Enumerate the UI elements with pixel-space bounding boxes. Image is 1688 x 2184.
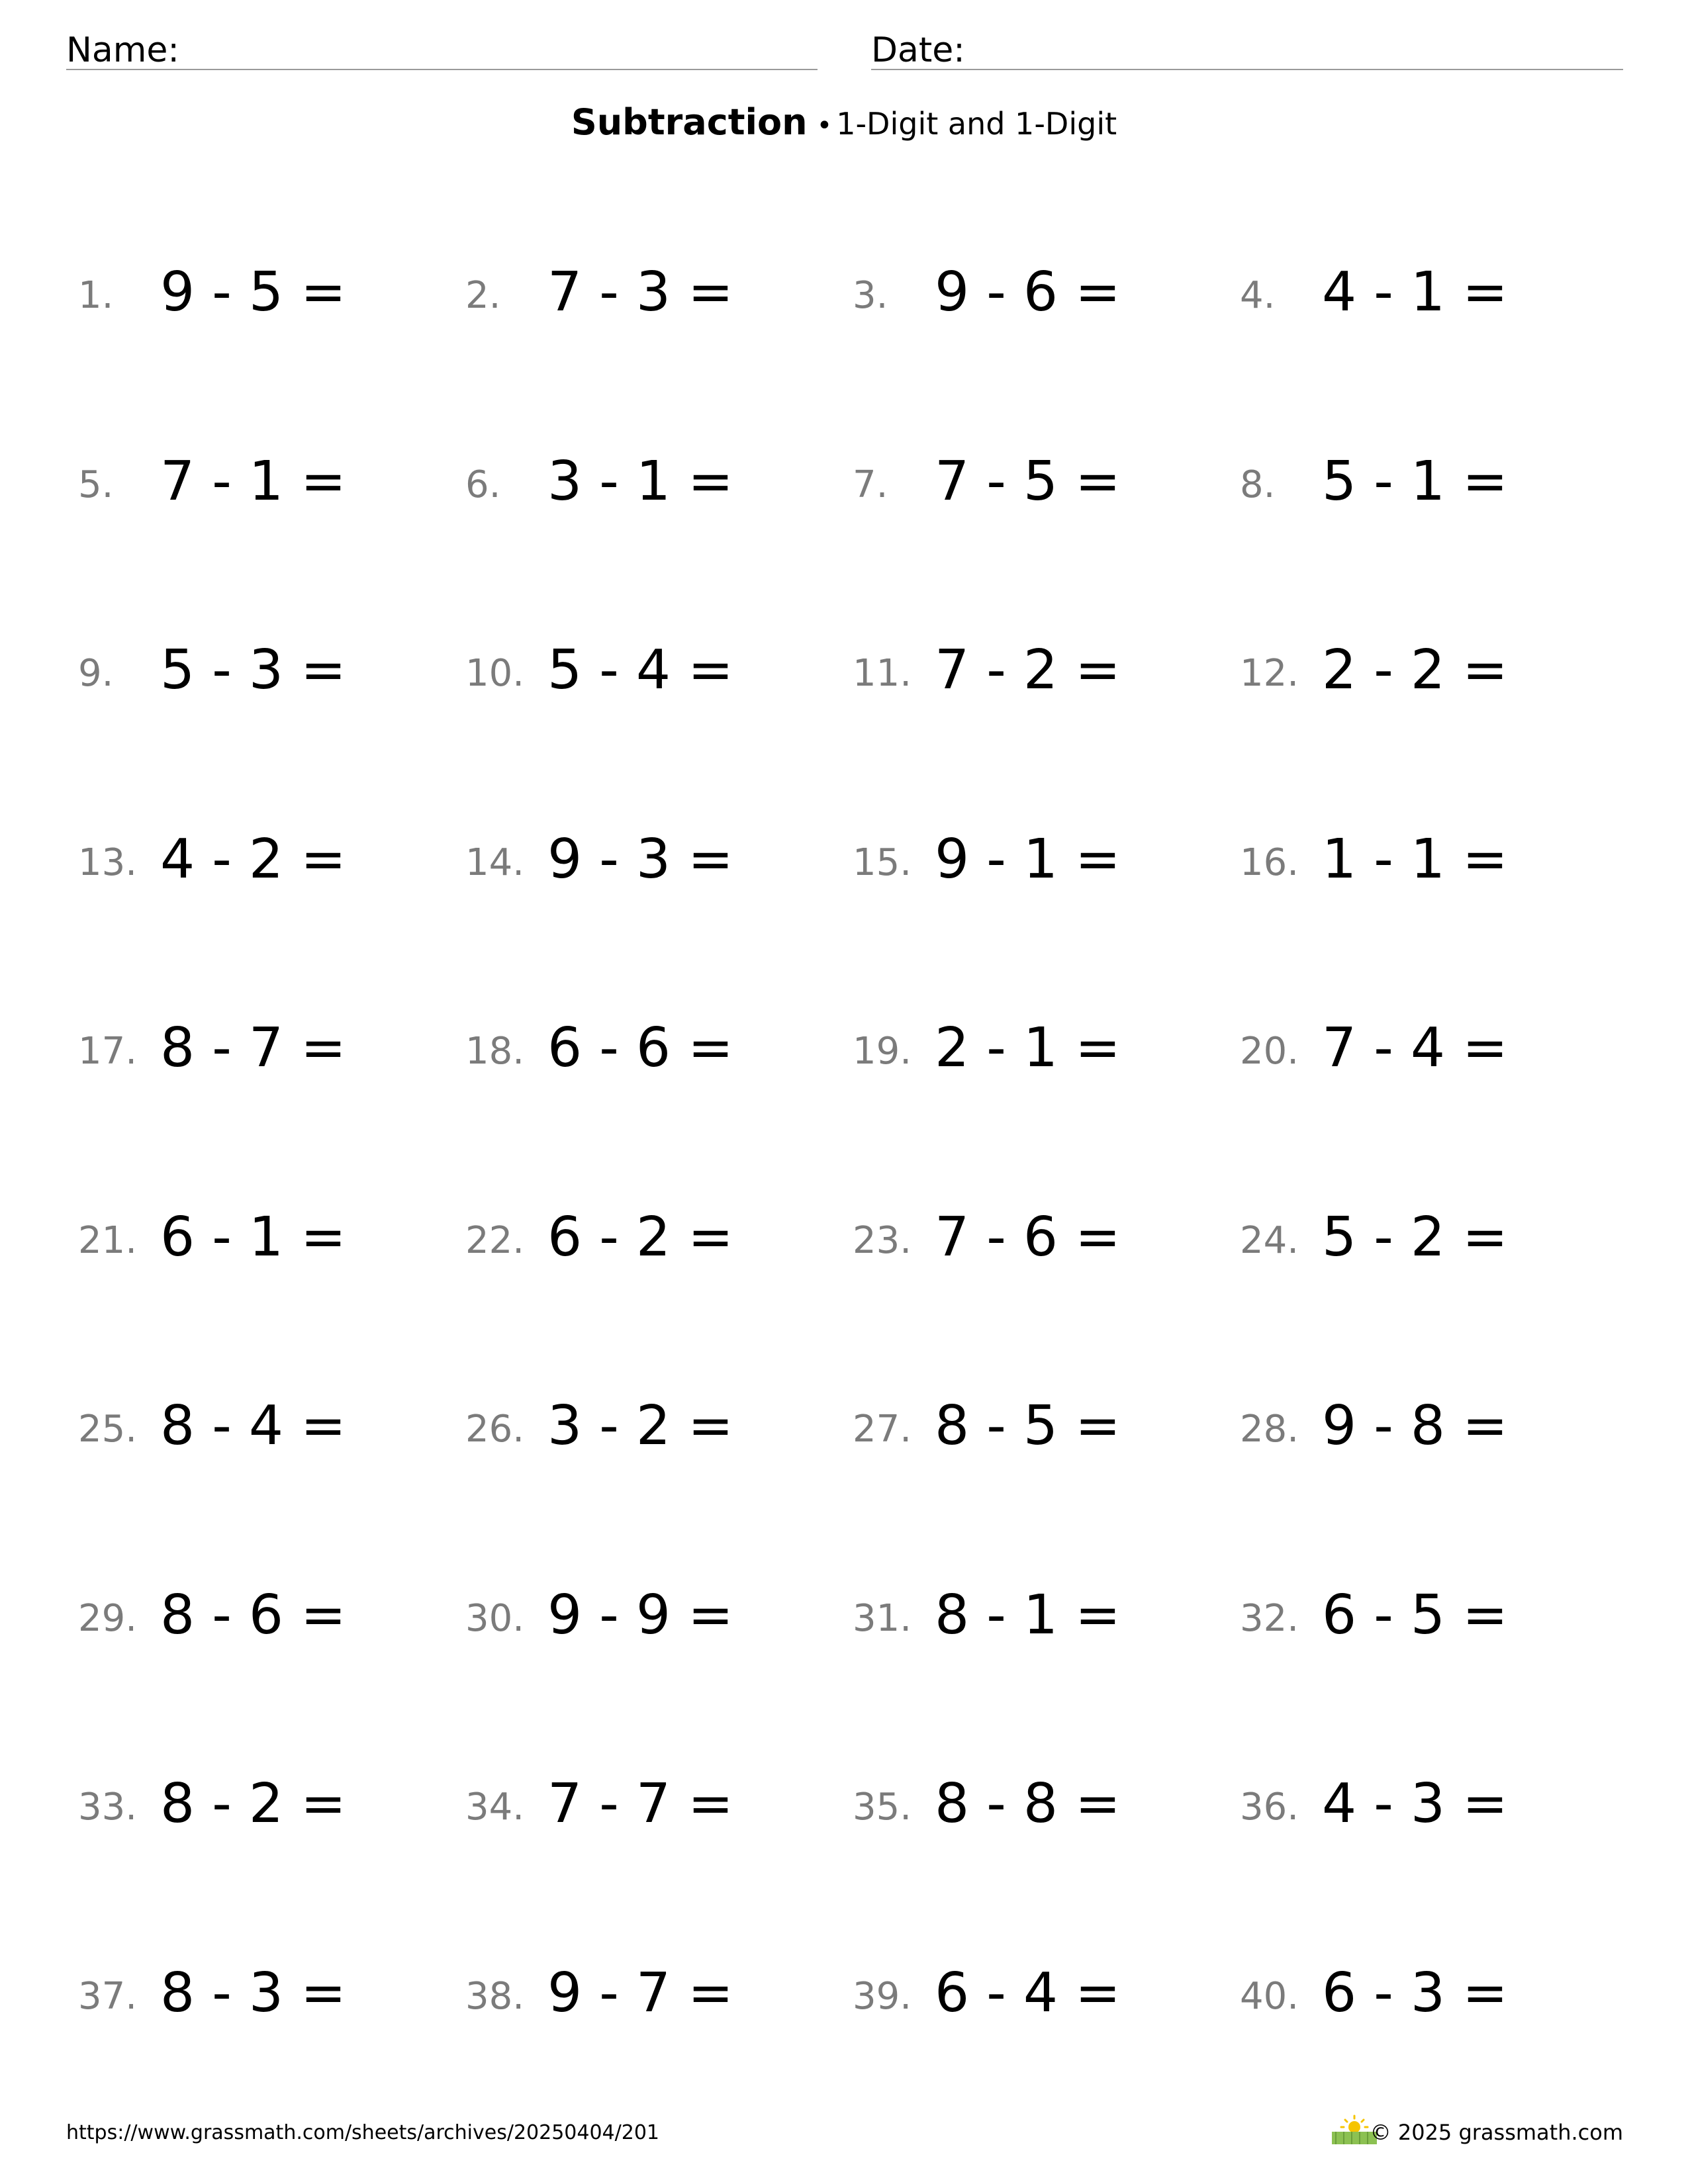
problem-expression: 9 - 6 = [935,261,1121,324]
problem-number: 31. [853,1597,912,1640]
problem-number: 5. [78,463,114,506]
problem-expression: 6 - 2 = [547,1206,733,1269]
problem-number: 3. [853,274,888,317]
title-subtitle: 1-Digit and 1-Digit [836,106,1117,142]
problem-number: 20. [1240,1030,1299,1073]
date-label: Date: [871,30,965,70]
problem-number: 18. [465,1030,525,1073]
problem-number: 37. [78,1975,138,2018]
problem-expression: 8 - 2 = [160,1772,346,1835]
problem-expression: 9 - 3 = [547,828,733,891]
problem-number: 33. [78,1786,138,1829]
problem-number: 32. [1240,1597,1299,1640]
problem-expression: 7 - 2 = [935,639,1121,702]
problem-expression: 6 - 3 = [1322,1962,1508,2025]
problem-expression: 8 - 7 = [160,1017,346,1079]
problem-number: 34. [465,1786,525,1829]
problem-expression: 7 - 5 = [935,450,1121,513]
problem-number: 21. [78,1219,138,1262]
problem-number: 16. [1240,841,1299,884]
footer-copyright: © 2025 grassmath.com [1370,2120,1623,2145]
problem-number: 36. [1240,1786,1299,1829]
problem-expression: 6 - 4 = [935,1962,1121,2025]
problem-number: 39. [853,1975,912,2018]
problem-number: 15. [853,841,912,884]
problem-number: 10. [465,652,525,695]
problem-expression: 7 - 1 = [160,450,346,513]
problem-expression: 8 - 5 = [935,1394,1121,1457]
problem-expression: 9 - 5 = [160,261,346,324]
footer-url: https://www.grassmath.com/sheets/archives/20250404/201 [66,2121,660,2144]
problem-expression: 3 - 1 = [547,450,733,513]
problem-expression: 9 - 7 = [547,1962,733,2025]
problem-expression: 4 - 2 = [160,828,346,891]
problem-expression: 2 - 2 = [1322,639,1508,702]
problem-number: 38. [465,1975,525,2018]
problem-number: 9. [78,652,114,695]
problem-number: 7. [853,463,888,506]
problem-number: 23. [853,1219,912,1262]
problem-expression: 8 - 3 = [160,1962,346,2025]
problem-number: 27. [853,1408,912,1451]
problem-expression: 4 - 1 = [1322,261,1508,324]
problem-number: 28. [1240,1408,1299,1451]
problem-number: 24. [1240,1219,1299,1262]
problem-expression: 7 - 4 = [1322,1017,1508,1079]
problem-number: 17. [78,1030,138,1073]
problem-number: 8. [1240,463,1276,506]
problem-expression: 8 - 4 = [160,1394,346,1457]
name-label: Name: [66,30,179,70]
problem-expression: 9 - 8 = [1322,1394,1508,1457]
problem-expression: 8 - 6 = [160,1584,346,1647]
problem-expression: 5 - 3 = [160,639,346,702]
problem-expression: 5 - 1 = [1322,450,1508,513]
problem-number: 6. [465,463,501,506]
problem-number: 1. [78,274,114,317]
problem-expression: 5 - 2 = [1322,1206,1508,1269]
problem-number: 4. [1240,274,1276,317]
problem-number: 12. [1240,652,1299,695]
problem-expression: 1 - 1 = [1322,828,1508,891]
problem-expression: 3 - 2 = [547,1394,733,1457]
title-main: Subtraction [571,101,808,143]
problem-expression: 9 - 1 = [935,828,1121,891]
title-bullet: • [816,111,833,141]
problem-number: 11. [853,652,912,695]
problem-number: 40. [1240,1975,1299,2018]
problem-expression: 7 - 7 = [547,1772,733,1835]
problem-expression: 5 - 4 = [547,639,733,702]
problem-number: 25. [78,1408,138,1451]
problem-number: 2. [465,274,501,317]
problem-expression: 8 - 1 = [935,1584,1121,1647]
problem-expression: 6 - 1 = [160,1206,346,1269]
problem-number: 26. [465,1408,525,1451]
problem-expression: 9 - 9 = [547,1584,733,1647]
problem-expression: 2 - 1 = [935,1017,1121,1079]
problem-expression: 4 - 3 = [1322,1772,1508,1835]
problem-expression: 6 - 5 = [1322,1584,1508,1647]
problem-number: 30. [465,1597,525,1640]
problem-expression: 6 - 6 = [547,1017,733,1079]
problem-expression: 7 - 3 = [547,261,733,324]
problem-number: 29. [78,1597,138,1640]
problem-number: 13. [78,841,138,884]
problem-number: 22. [465,1219,525,1262]
problem-expression: 8 - 8 = [935,1772,1121,1835]
problem-number: 14. [465,841,525,884]
problem-number: 19. [853,1030,912,1073]
problem-number: 35. [853,1786,912,1829]
problem-expression: 7 - 6 = [935,1206,1121,1269]
